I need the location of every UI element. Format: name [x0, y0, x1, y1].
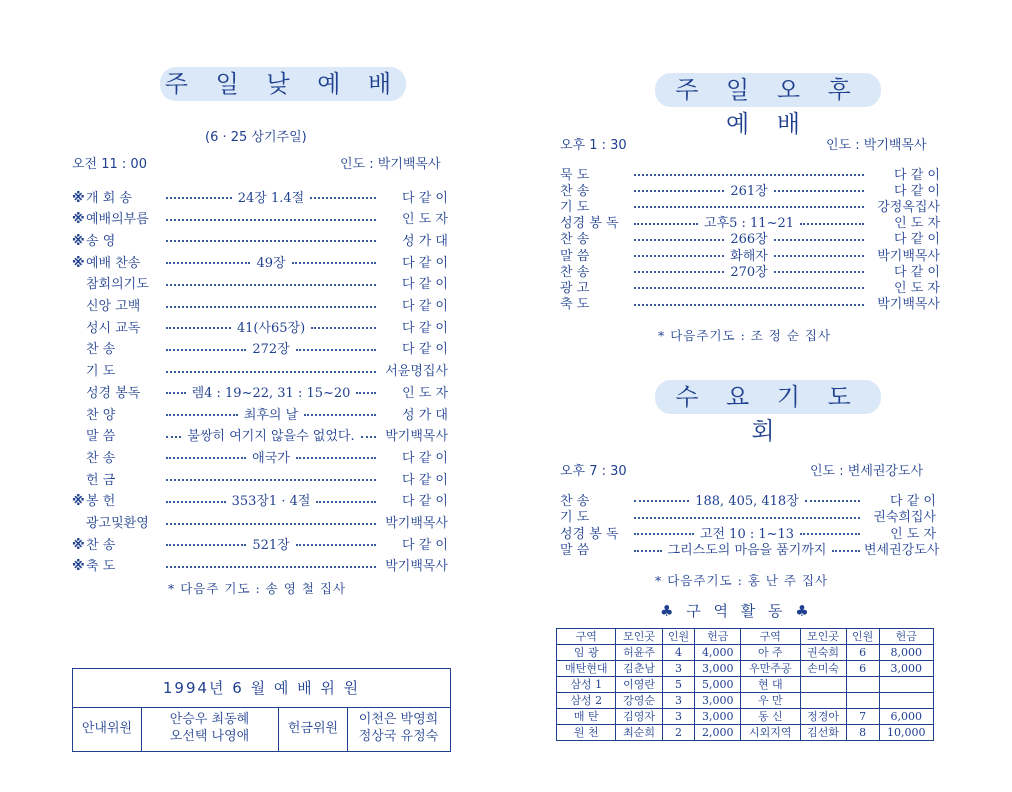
order-item-name: 찬 송	[560, 232, 590, 248]
table-cell: 10,000	[879, 725, 933, 741]
table-header-cell: 구역	[741, 629, 800, 645]
dotted-leader	[166, 219, 376, 221]
table-cell: 매탄현대	[557, 661, 616, 677]
order-item-person: 박기백목사	[385, 429, 449, 445]
offering-names	[347, 707, 450, 751]
table-cell: 정경아	[800, 709, 846, 725]
order-item-name: 찬 송	[86, 450, 116, 466]
standing-mark: ※	[72, 233, 85, 249]
dotted-leader	[166, 436, 181, 438]
dotted-leader	[634, 190, 724, 192]
order-item-person: 인 도 자	[890, 526, 937, 542]
offering-names-line2: 정상국 유정숙	[358, 729, 439, 744]
table-cell: 허윤주	[616, 645, 662, 661]
order-item-name: 축 도	[560, 297, 590, 313]
table-cell: 김영자	[616, 709, 662, 725]
dotted-leader	[166, 262, 250, 264]
order-item-person: 박기백목사	[877, 248, 940, 264]
order-row-label	[72, 252, 162, 271]
order-item-person: 다 같 이	[402, 537, 448, 553]
table-cell: 시외지역	[741, 725, 800, 741]
order-item-detail: 최후의 날	[243, 407, 299, 423]
dotted-leader	[166, 284, 376, 286]
offering-names-line1: 이천은 박영희	[358, 712, 439, 727]
dotted-leader	[316, 501, 376, 503]
order-row	[72, 208, 448, 228]
wednesday-next-prayer-note: * 다음주기도 : 홍 난 주 집사	[655, 573, 829, 588]
table-row	[557, 645, 934, 661]
dotted-leader	[166, 414, 238, 416]
order-item-name: 신앙 고백	[86, 299, 141, 314]
order-item-person: 인 도 자	[402, 212, 448, 228]
order-item-detail: 521장	[252, 537, 290, 553]
dotted-leader	[800, 223, 864, 225]
dotted-leader	[634, 500, 689, 502]
order-row	[72, 446, 448, 466]
order-item-person: 다 같 이	[894, 232, 940, 248]
dotted-leader	[292, 262, 376, 264]
order-item-name: 성경 봉 독	[560, 216, 619, 232]
order-item-name: 축 도	[86, 559, 116, 575]
order-item-person: 다 같 이	[402, 255, 449, 271]
order-item-name: 참회의기도	[86, 277, 149, 293]
table-cell: 2,000	[695, 725, 741, 741]
table-cell: 동 신	[741, 709, 800, 725]
afternoon-leader: 인도 : 박기백목사	[826, 138, 927, 153]
table-cell	[800, 693, 846, 709]
order-item-name: 성경 봉독	[86, 385, 141, 401]
table-cell: 6	[846, 645, 879, 661]
dotted-leader	[166, 240, 376, 242]
table-row	[557, 677, 934, 693]
order-item-name: 말 씀	[560, 543, 590, 558]
order-row-label	[72, 360, 162, 379]
order-item-detail: 41(사65장)	[236, 320, 306, 336]
dotted-leader	[805, 500, 860, 502]
table-cell: 3	[662, 693, 695, 709]
order-item-person: 강정옥집사	[877, 199, 940, 215]
table-row	[557, 661, 934, 677]
usher-names	[141, 707, 279, 751]
usher-names-line2: 오선택 나영애	[169, 729, 250, 744]
table-cell	[879, 693, 933, 709]
order-row	[72, 468, 448, 488]
dotted-leader	[634, 304, 864, 306]
dotted-leader	[361, 436, 376, 438]
table-header-cell: 헌금	[695, 629, 741, 645]
order-item-name: 말 씀	[86, 429, 116, 445]
order-row	[72, 251, 448, 271]
dotted-leader	[832, 550, 860, 552]
table-cell: 8	[846, 725, 879, 741]
order-row-label	[72, 273, 162, 292]
order-item-person: 성 가 대	[402, 407, 448, 423]
order-item-detail: 24장 1.4절	[237, 190, 305, 206]
table-cell: 5,000	[695, 677, 741, 693]
morning-leader: 인도 : 박기백목사	[340, 157, 441, 172]
committee-title: 1994년 6 월 예 배 위 원	[73, 669, 450, 708]
order-row	[72, 512, 448, 532]
table-cell: 8,000	[879, 645, 933, 661]
order-item-person: 다 같 이	[402, 472, 448, 488]
table-row	[557, 725, 934, 741]
order-item-person: 인 도 자	[402, 385, 449, 401]
district-activity-title: ♣ 구 역 활 동 ♣	[660, 602, 813, 620]
standing-mark: ※	[72, 255, 85, 271]
order-item-person: 인 도 자	[894, 280, 940, 296]
dotted-leader	[166, 544, 246, 546]
order-item-person: 권숙희집사	[873, 510, 936, 525]
order-item-name: 성경 봉 독	[560, 526, 619, 542]
order-item-person: 다 같 이	[402, 277, 448, 293]
table-cell	[846, 677, 879, 693]
order-item-person: 인 도 자	[894, 216, 941, 232]
order-item-person: 성 가 대	[402, 233, 448, 249]
dotted-leader	[296, 349, 376, 351]
order-row-label	[72, 208, 162, 227]
order-item-person: 박기백목사	[385, 516, 448, 531]
dotted-leader	[634, 533, 694, 535]
dotted-leader	[356, 392, 376, 394]
table-cell: 삼성 1	[557, 677, 616, 693]
dotted-leader	[634, 206, 864, 208]
table-cell: 김선화	[800, 725, 846, 741]
order-row-label	[72, 230, 162, 249]
order-row-label	[72, 447, 162, 466]
order-item-detail: 272장	[252, 342, 290, 358]
order-row-label	[72, 512, 162, 531]
order-item-detail: 그리스도의 마음을 품기까지	[667, 543, 827, 558]
wednesday-service-title: 수 요 기 도 회	[655, 380, 881, 414]
order-item-name: 개 회 송	[86, 190, 132, 206]
order-item-name: 말 씀	[560, 248, 590, 264]
table-cell: 매 탄	[557, 709, 616, 725]
table-cell: 권숙희	[800, 645, 846, 661]
table-cell: 김춘남	[616, 661, 662, 677]
order-item-detail: 렘4 : 19~22, 31 : 15~20	[191, 385, 351, 401]
order-item-detail: 애국가	[252, 450, 290, 466]
morning-subtitle: (6 · 25 상기주일)	[205, 130, 307, 145]
order-item-person: 박기백목사	[877, 297, 940, 313]
table-cell	[800, 677, 846, 693]
order-item-person: 다 같 이	[890, 493, 936, 509]
dotted-leader	[774, 239, 864, 241]
dotted-leader	[296, 457, 376, 459]
order-row	[72, 295, 448, 315]
dotted-leader	[166, 566, 376, 568]
dotted-leader	[166, 392, 186, 394]
standing-mark: ※	[72, 559, 85, 575]
offering-label: 헌금위원	[279, 707, 348, 751]
district-activity-table	[556, 628, 934, 741]
dotted-leader	[634, 255, 724, 257]
order-item-name: 찬 양	[86, 407, 116, 423]
order-item-detail: 불쌍히 여기지 않을수 없었다.	[187, 429, 355, 445]
order-row	[72, 316, 448, 336]
order-item-name: 기 도	[86, 364, 116, 380]
table-row	[557, 709, 934, 725]
order-item-person: 변세권강도사	[864, 543, 940, 558]
dotted-leader	[774, 271, 864, 273]
order-row-label	[72, 469, 162, 488]
order-item-name: 광 고	[560, 280, 590, 296]
dotted-leader	[311, 327, 376, 329]
dotted-leader	[634, 223, 698, 225]
dotted-leader	[296, 544, 376, 546]
order-row-label	[72, 338, 162, 357]
order-item-name: 찬 송	[86, 342, 116, 358]
dotted-leader	[166, 371, 376, 373]
wednesday-time: 오후 7 : 30	[560, 464, 627, 479]
table-cell: 4,000	[695, 645, 741, 661]
table-cell: 삼성 2	[557, 693, 616, 709]
order-row	[72, 360, 448, 380]
usher-names-line1: 안승우 최동혜	[169, 712, 250, 727]
order-item-name: 예배의부름	[86, 212, 149, 228]
standing-mark: ※	[72, 537, 85, 553]
usher-label: 안내위원	[73, 707, 142, 751]
order-item-detail: 49장	[256, 255, 286, 271]
dotted-leader	[634, 287, 864, 289]
order-item-person: 다 같 이	[894, 183, 940, 199]
afternoon-service-title: 주 일 오 후 예 배	[655, 73, 881, 107]
dotted-leader	[774, 255, 864, 257]
standing-mark: ※	[72, 190, 85, 206]
table-cell: 6	[846, 661, 879, 677]
table-header-cell: 헌금	[879, 629, 933, 645]
table-cell: 최순희	[616, 725, 662, 741]
table-cell: 이영란	[616, 677, 662, 693]
order-row-label	[72, 295, 162, 314]
dotted-leader	[166, 523, 376, 525]
order-item-person: 다 같 이	[402, 299, 448, 314]
morning-time: 오전 11 : 00	[72, 157, 147, 172]
order-item-detail: 188, 405, 418장	[695, 493, 799, 509]
table-cell: 4	[662, 645, 695, 661]
table-cell: 우 만	[741, 693, 800, 709]
table-cell: 강영순	[616, 693, 662, 709]
table-row	[557, 693, 934, 709]
table-cell: 2	[662, 725, 695, 741]
order-row	[72, 381, 448, 401]
order-row-label	[72, 404, 162, 423]
table-cell: 3,000	[695, 709, 741, 725]
table-cell: 임 광	[557, 645, 616, 661]
order-item-name: 송 영	[86, 233, 116, 249]
order-item-person: 다 같 이	[402, 494, 448, 510]
dotted-leader	[634, 550, 662, 552]
order-item-detail: 고후5 : 11~21	[704, 216, 795, 232]
table-cell: 3,000	[695, 693, 741, 709]
table-header-cell: 모인곳	[616, 629, 662, 645]
table-cell: 3,000	[695, 661, 741, 677]
order-item-name: 헌 금	[86, 472, 116, 488]
order-item-detail: 270장	[730, 264, 768, 280]
dotted-leader	[166, 349, 246, 351]
order-row	[72, 533, 448, 553]
order-item-detail: 고전 10 : 1~13	[699, 526, 795, 542]
table-cell: 3,000	[879, 661, 933, 677]
table-cell	[846, 693, 879, 709]
order-item-name: 광고및환영	[86, 516, 149, 531]
order-item-person: 서윤명집사	[385, 364, 448, 380]
dotted-leader	[166, 501, 226, 503]
table-header-cell: 구역	[557, 629, 616, 645]
dotted-leader	[166, 197, 232, 199]
table-cell: 6,000	[879, 709, 933, 725]
dotted-leader	[304, 414, 376, 416]
order-row	[72, 338, 448, 358]
order-row	[560, 539, 940, 559]
standing-mark: ※	[72, 212, 85, 228]
order-item-person: 다 같 이	[402, 320, 448, 336]
dotted-leader	[166, 327, 231, 329]
order-item-name: 찬 송	[560, 493, 590, 509]
dotted-leader	[634, 174, 864, 176]
afternoon-time: 오후 1 : 30	[560, 138, 627, 153]
table-cell: 우만주공	[741, 661, 800, 677]
order-row	[72, 403, 448, 423]
standing-mark: ※	[72, 494, 85, 510]
order-row-label	[72, 425, 162, 444]
order-row-label	[560, 293, 630, 312]
dotted-leader	[774, 190, 864, 192]
order-item-person: 다 같 이	[402, 190, 448, 206]
order-item-detail: 화해자	[730, 248, 768, 264]
order-row-label	[72, 382, 162, 401]
dotted-leader	[310, 197, 376, 199]
table-header-cell: 모인곳	[800, 629, 846, 645]
order-item-name: 찬 송	[560, 183, 590, 199]
table-cell: 5	[662, 677, 695, 693]
order-item-name: 묵 도	[560, 167, 590, 183]
order-row	[72, 186, 448, 206]
dotted-leader	[634, 271, 724, 273]
order-item-person: 다 같 이	[894, 264, 940, 280]
order-item-person: 다 같 이	[894, 167, 940, 183]
dotted-leader	[166, 479, 376, 481]
table-cell: 3	[662, 661, 695, 677]
order-item-detail: 266장	[730, 232, 768, 248]
table-cell	[879, 677, 933, 693]
order-row-label	[72, 490, 162, 509]
order-item-detail: 353장1 · 4절	[231, 494, 311, 510]
order-row	[72, 229, 448, 249]
order-row	[72, 273, 448, 293]
order-item-name: 찬 송	[86, 537, 116, 553]
order-item-person: 다 같 이	[402, 342, 448, 358]
order-item-person: 박기백목사	[385, 559, 448, 575]
dotted-leader	[634, 517, 860, 519]
order-item-person: 다 같 이	[402, 450, 448, 466]
table-cell: 손미숙	[800, 661, 846, 677]
table-header-cell: 인원	[662, 629, 695, 645]
table-cell: 현 대	[741, 677, 800, 693]
afternoon-next-prayer-note: * 다음주기도 : 조 정 순 집사	[658, 328, 832, 343]
morning-next-prayer-note: * 다음주 기도 : 송 영 철 집사	[168, 581, 347, 596]
order-row	[72, 425, 448, 445]
table-cell: 3	[662, 709, 695, 725]
table-cell: 원 천	[557, 725, 616, 741]
dotted-leader	[166, 306, 376, 308]
order-item-name: 기 도	[560, 510, 590, 525]
order-item-name: 예배 찬송	[86, 255, 141, 271]
wednesday-leader: 인도 : 변세권강도사	[810, 464, 924, 479]
order-row-label	[72, 187, 162, 206]
order-row	[560, 293, 940, 313]
order-item-name: 기 도	[560, 199, 590, 215]
dotted-leader	[800, 533, 860, 535]
table-header-cell: 인원	[846, 629, 879, 645]
dotted-leader	[634, 239, 724, 241]
table-cell: 7	[846, 709, 879, 725]
table-header-row	[557, 629, 934, 645]
order-row-label	[72, 534, 162, 553]
order-item-name: 봉 헌	[86, 494, 116, 510]
table-cell: 아 주	[741, 645, 800, 661]
order-item-name: 성시 교독	[86, 320, 141, 336]
committee-box	[72, 668, 451, 752]
dotted-leader	[166, 457, 246, 459]
order-row	[72, 490, 448, 510]
order-row	[72, 555, 448, 575]
order-row-label	[72, 555, 162, 574]
order-row-label	[560, 539, 630, 558]
order-row-label	[72, 317, 162, 336]
order-item-name: 찬 송	[560, 264, 590, 280]
order-item-detail: 261장	[730, 183, 768, 199]
morning-service-title: 주 일 낮 예 배	[160, 67, 406, 101]
